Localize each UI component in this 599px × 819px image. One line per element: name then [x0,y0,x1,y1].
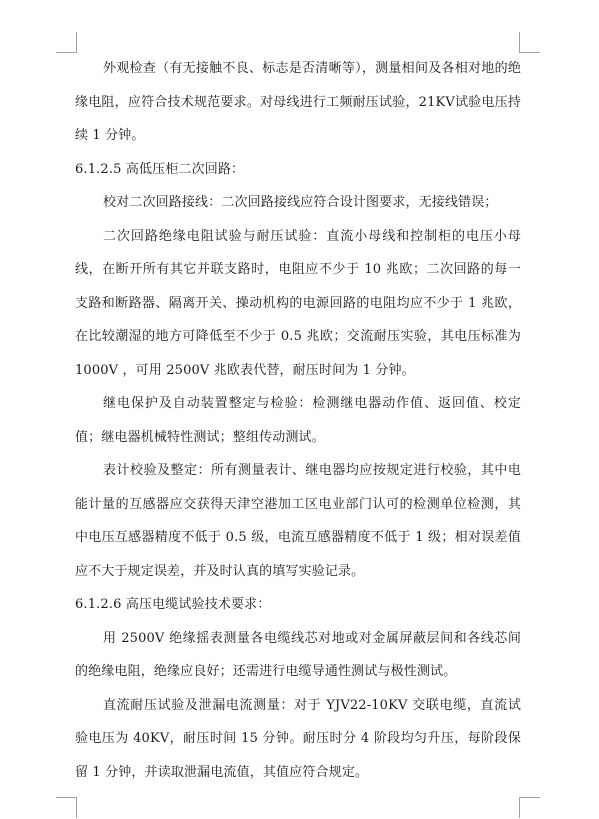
crop-mark-bottom-left [56,797,77,818]
crop-mark-top-left [56,32,77,53]
section-heading-secondary-circuit: 6.1.2.5 高低压柜二次回路： [75,161,245,177]
paragraph-insulation-test: 二次回路绝缘电阻试验与耐压试验：直流小母线和控制柜的电压小母线，在断开所有其它并联支路时，电阻应不少于 10 兆欧；二次回路的每一支路和断路器、隔离开关、操动机构的电源回路的电阻均应不少于 1 兆欧，在比较潮湿的地方可降低至不少于 0.5 兆欧；交流耐压实验，其电压标准为 1000V ，可用 2500V 兆欧表代替，耐压时间为 1 分钟。 [75,228,521,378]
paragraph-cable-insulation: 用 2500V 绝缘摇表测量各电缆线芯对地或对金属屏蔽层间和各线芯间的绝缘电阻，绝缘应良好；还需进行电缆导通性测试与极性测试。 [75,630,521,679]
paragraph-wiring-check: 校对二次回路接线：二次回路接线应符合设计图要求，无接线错误； [103,195,498,210]
paragraph-relay-protection: 继电保护及自动装置整定与检验：检测继电器动作值、返回值、校定值；继电器机械特性测试；整组传动测试。 [75,396,521,445]
page-body [75,52,521,789]
paragraph-meter-calibration: 表计校验及整定：所有测量表计、继电器均应按规定进行校验，其中电能计量的互感器应交获得天津空港加工区电业部门认可的检测单位检测，其中电压互感器精度不低于 0.5 级，电流互感器精度不低于 1 级；相对误差值应不大于规定误差，并及时认真的填写实验记录。 [75,463,521,579]
crop-mark-bottom-right [519,797,540,818]
section-heading-hv-cable: 6.1.2.6 高压电缆试验技术要求： [75,597,271,612]
crop-mark-top-right [519,32,540,53]
paragraph-busbar-inspection: 外观检查（有无接触不良、标志是否清晰等），测量相间及各相对地的绝缘电阻，应符合技术规范要求。对母线进行工频耐压试验，21KV试验电压持续 1 分钟。 [75,61,521,143]
paragraph-dc-withstand: 直流耐压试验及泄漏电流测量：对于 YJV22-10KV 交联电缆，直流试验电压为 40KV，耐压时间 15 分钟。耐压时分 4 阶段均匀升压，每阶段保留 1 分钟，并读取泄漏电流值，其值应符合规定。 [75,697,521,780]
